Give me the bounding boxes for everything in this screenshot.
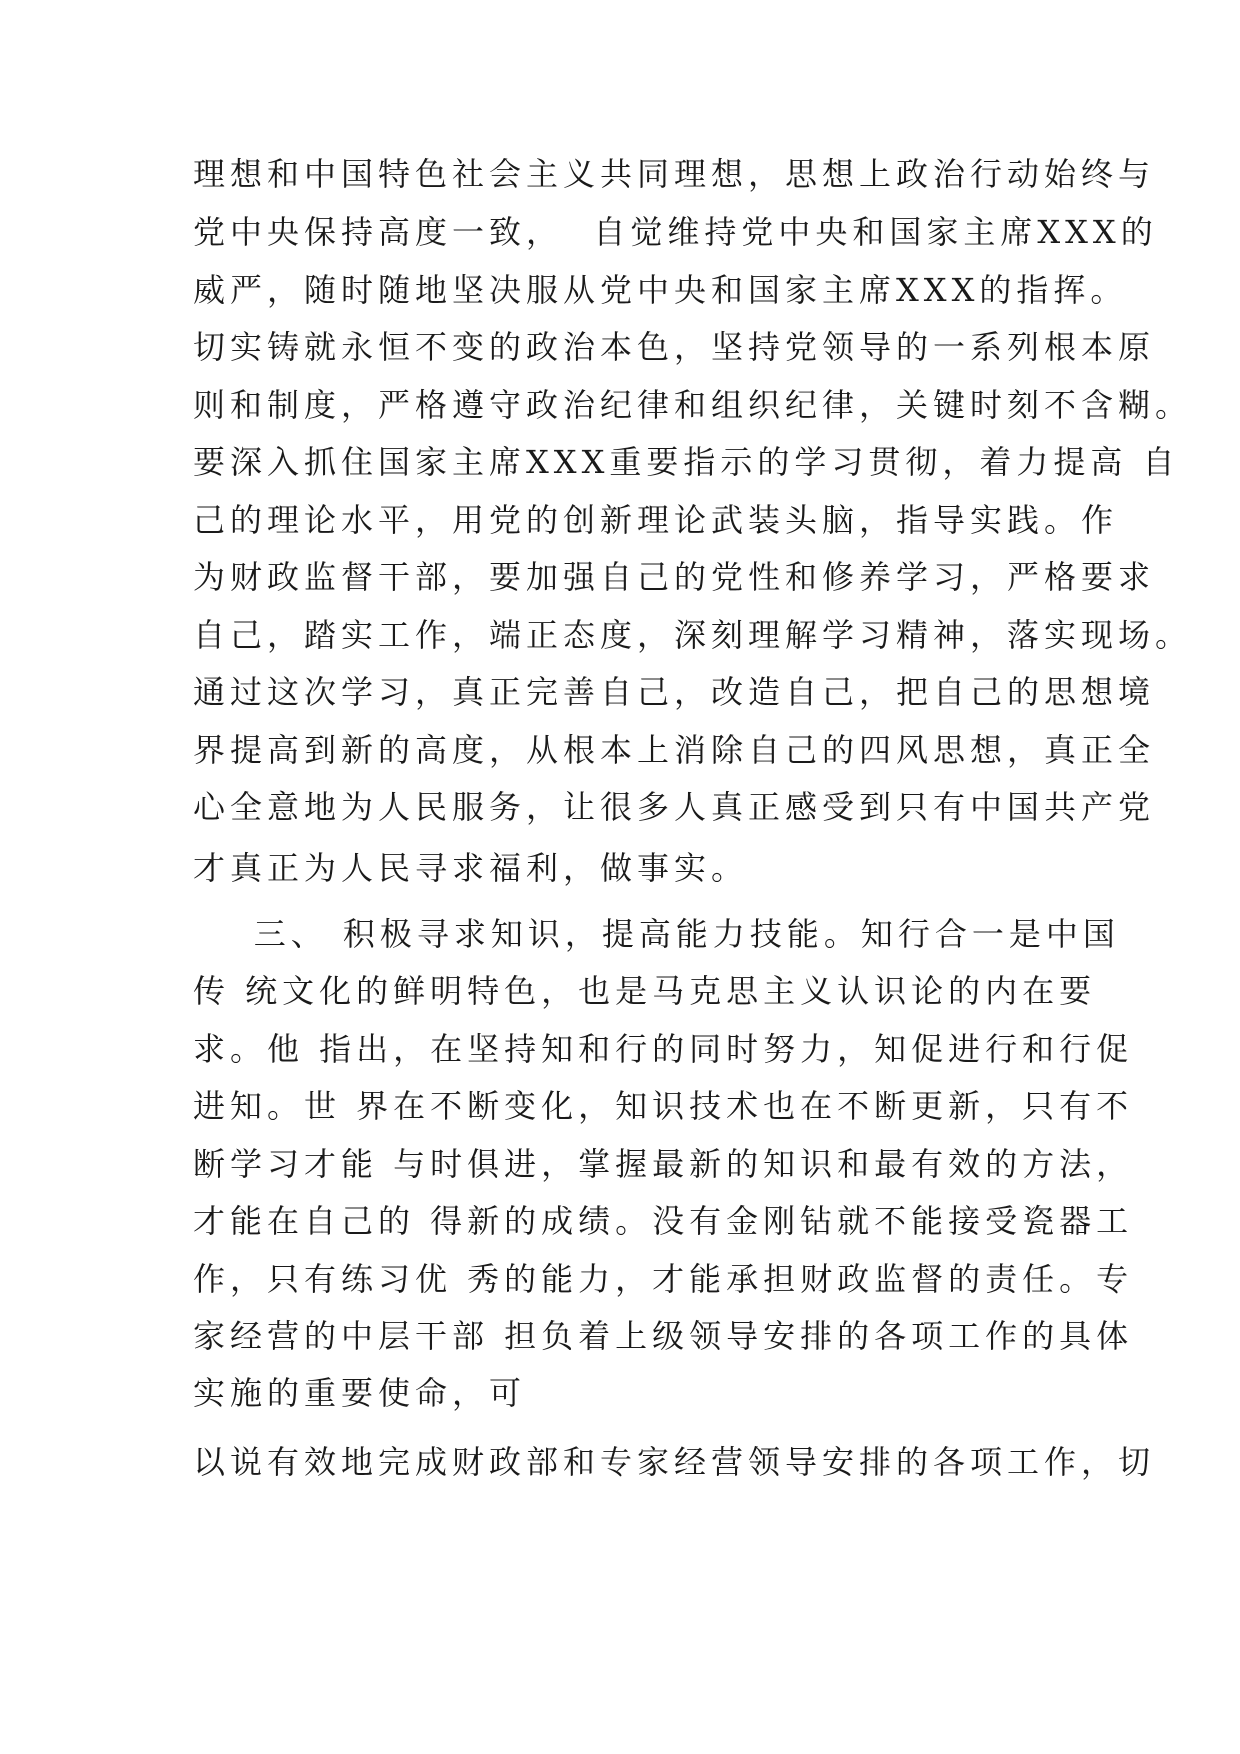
body-text-line: 党中央保持高度一致， 自觉维持党中央和国家主席XXX的 [193, 213, 1158, 251]
body-text-line: 要深入抓住国家主席XXX重要指示的学习贯彻，着力提高 自 [193, 443, 1180, 481]
body-text-line: 才真正为人民寻求福利，做事实。 [193, 849, 749, 887]
body-text-line: 心全意地为人民服务，让很多人真正感受到只有中国共产党 [193, 788, 1156, 826]
body-text-line: 传 统文化的鲜明特色，也是马克思主义认识论的内在要 [193, 972, 1097, 1010]
body-text-line: 断学习才能 与时俱进，掌握最新的知识和最有效的方法， [193, 1145, 1134, 1183]
body-text-line: 求。他 指出，在坚持知和行的同时努力，知促进行和行促 [193, 1030, 1134, 1068]
body-text-line: 己的理论水平，用党的创新理论武装头脑，指导实践。作 [193, 501, 1119, 539]
body-text-line: 以说有效地完成财政部和专家经营领导安排的各项工作，切 [193, 1443, 1156, 1481]
body-text-line: 切实铸就永恒不变的政治本色，坚持党领导的一系列根本原 [193, 328, 1156, 366]
body-text-line: 作，只有练习优 秀的能力，才能承担财政监督的责任。专 [193, 1260, 1134, 1298]
body-text-line: 实施的重要使命，可 [193, 1374, 527, 1412]
body-text-line: 威严，随时随地坚决服从党中央和国家主席XXX的指挥。 [193, 271, 1128, 309]
body-text-line: 为财政监督干部，要加强自己的党性和修养学习，严格要求 [193, 558, 1156, 596]
body-text-line: 家经营的中层干部 担负着上级领导安排的各项工作的具体 [193, 1317, 1134, 1355]
body-text-line: 才能在自己的 得新的成绩。没有金刚钻就不能接受瓷器工 [193, 1202, 1134, 1240]
body-text-line: 自己，踏实工作，端正态度，深刻理解学习精神，落实现场。 [193, 616, 1193, 654]
body-text-line: 通过这次学习，真正完善自己，改造自己，把自己的思想境 [193, 673, 1156, 711]
body-text-line: 界提高到新的高度，从根本上消除自己的四风思想，真正全 [193, 731, 1156, 769]
body-text-line: 理想和中国特色社会主义共同理想，思想上政治行动始终与 [193, 155, 1156, 193]
body-text-line: 则和制度，严格遵守政治纪律和组织纪律，关键时刻不含糊。 [193, 386, 1193, 424]
body-text-line: 进知。世 界在不断变化，知识技术也在不断更新，只有不 [193, 1087, 1134, 1125]
section-heading-line: 三、 积极寻求知识，提高能力技能。知行合一是中国 [193, 915, 1120, 953]
